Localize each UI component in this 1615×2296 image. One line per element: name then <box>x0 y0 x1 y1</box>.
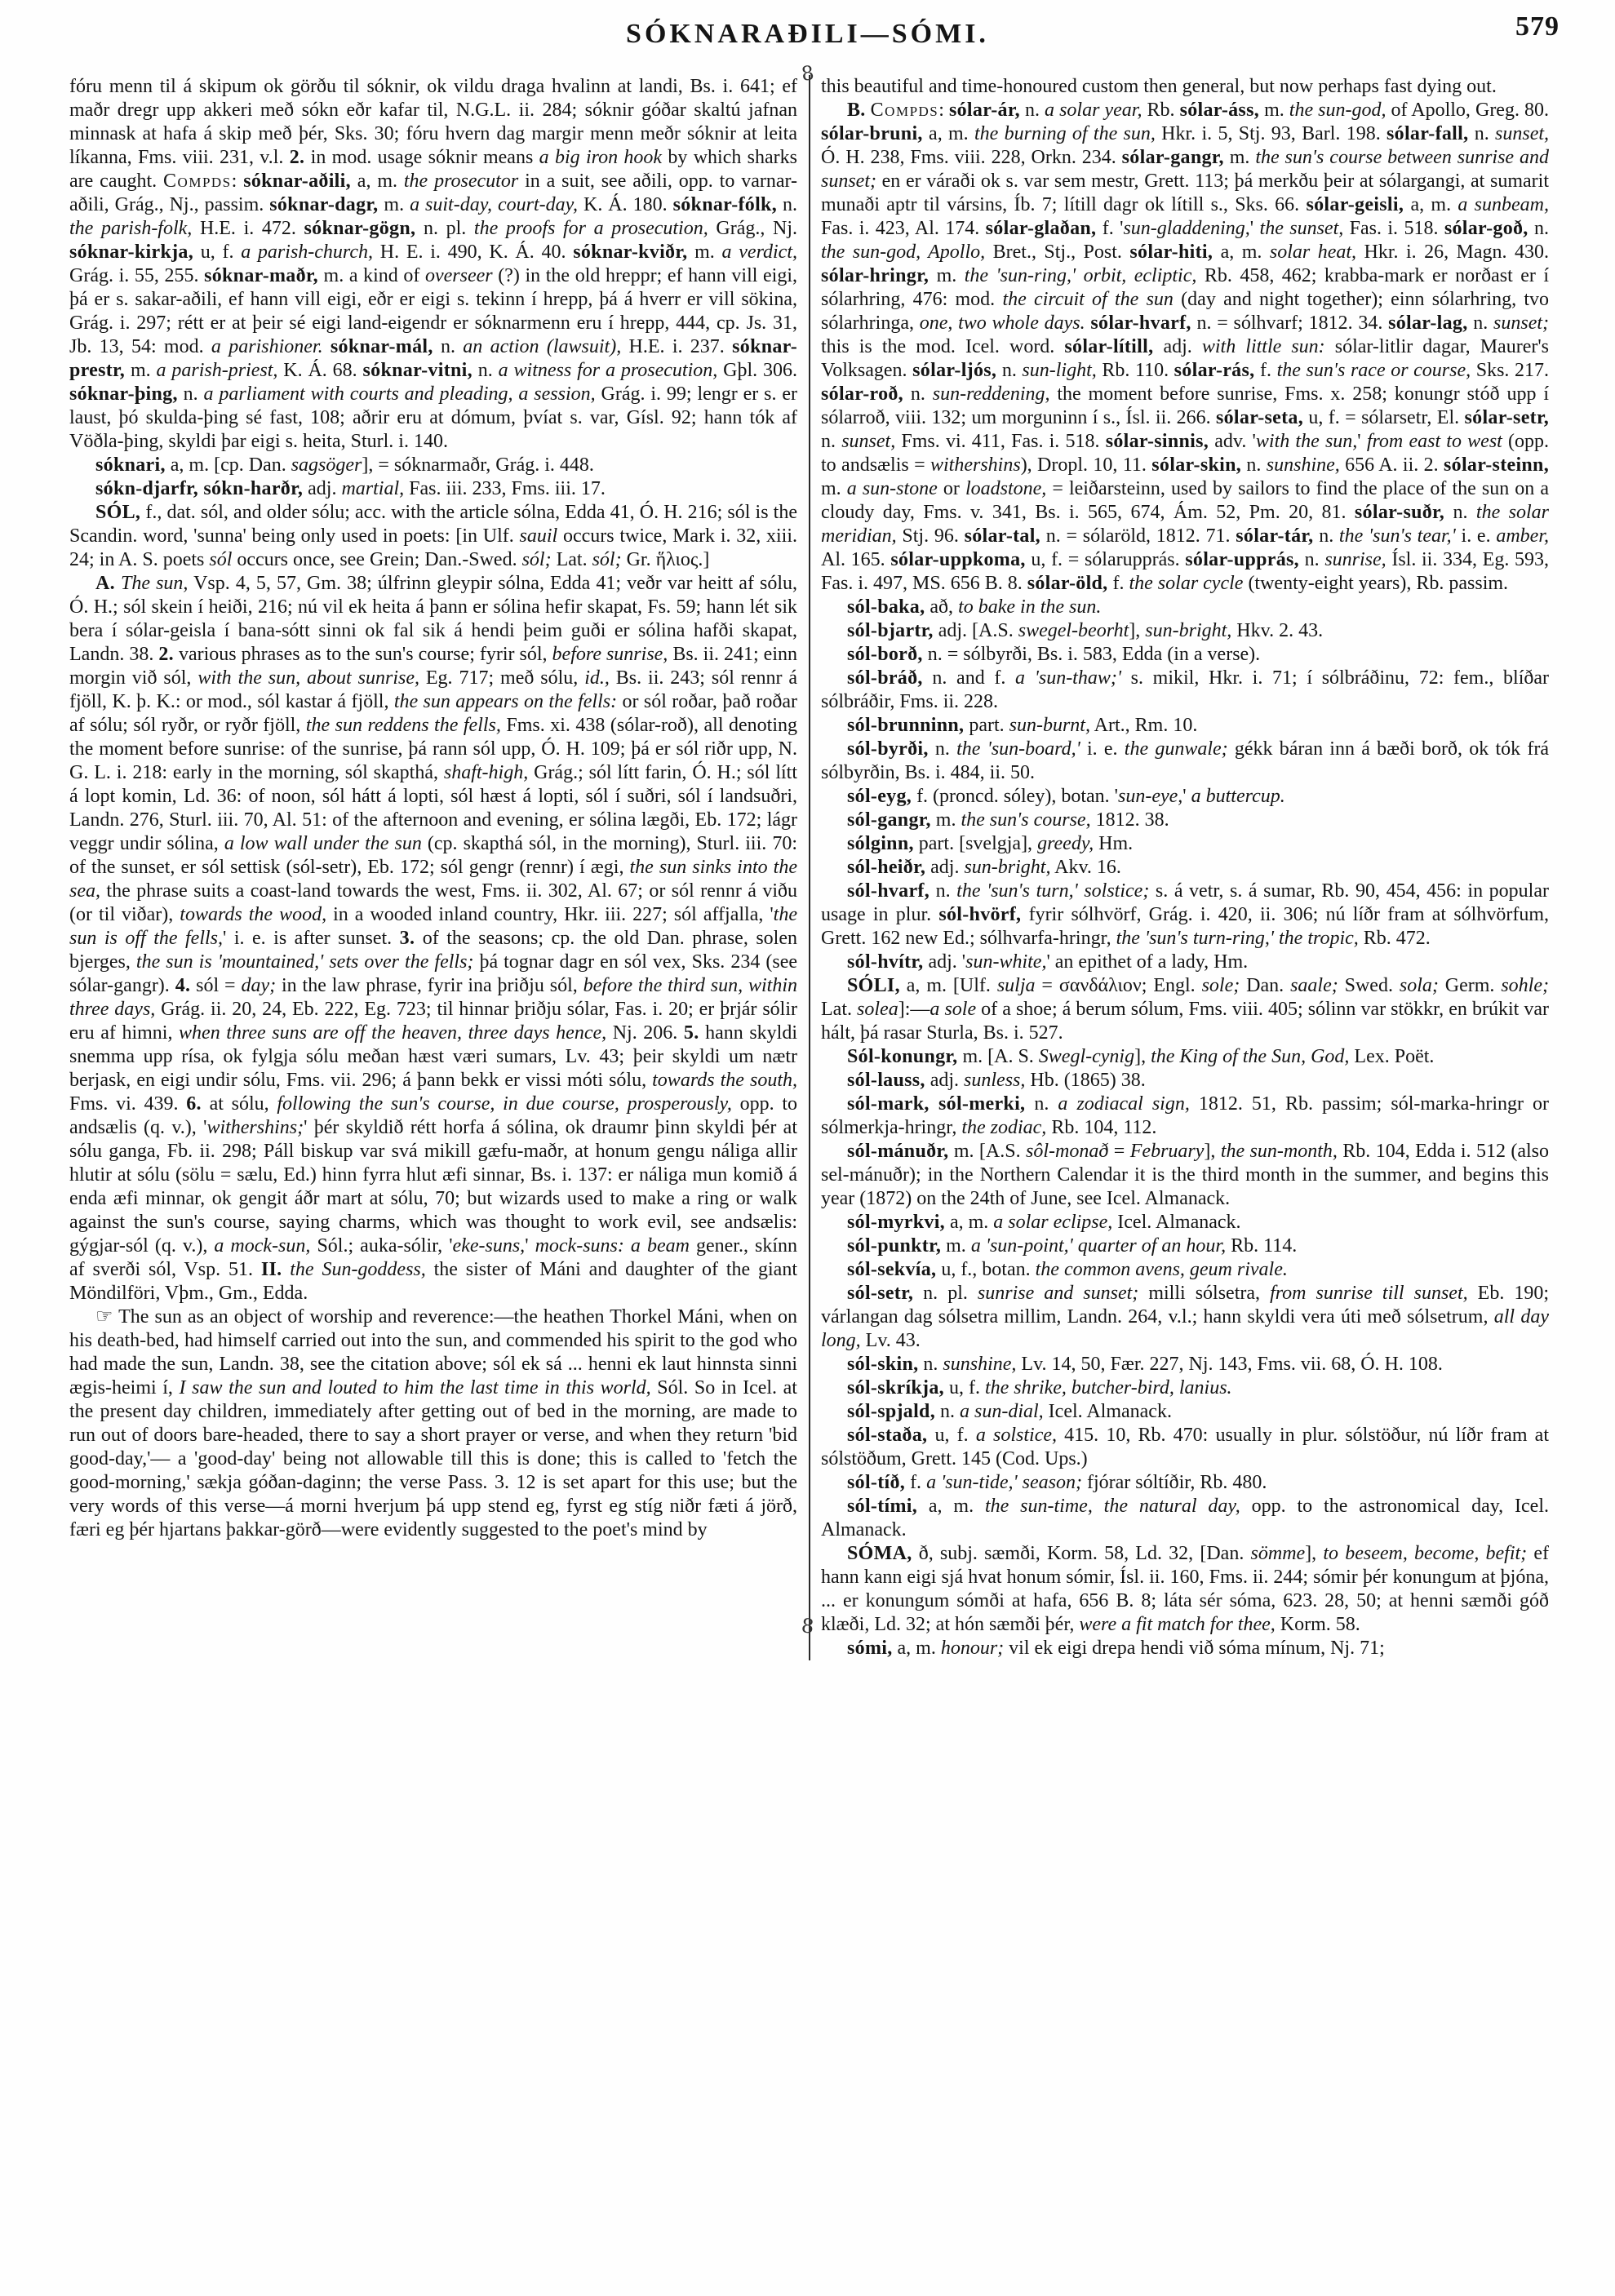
headword: sóknar-fólk, <box>672 194 778 215</box>
gloss-italic: a zodiacal sign, <box>1058 1093 1190 1115</box>
gloss-italic: a sun-stone <box>846 478 938 499</box>
gloss-italic: eke-suns, <box>452 1235 526 1257</box>
gloss-italic: Swegl-cynig <box>1038 1046 1135 1067</box>
gloss-italic: sun-gladdening, <box>1123 218 1250 239</box>
entry-paragraph: sól-borð, n. = sólbyrði, Bs. i. 583, Edda (in a verse). <box>847 644 1261 665</box>
headword: SÓLI, <box>847 975 900 996</box>
gloss-italic: sagsöger <box>291 454 362 476</box>
gloss-italic: before sunrise, <box>552 644 668 665</box>
gloss-italic: sunset; <box>1493 312 1550 334</box>
gloss-italic: sun-bright, <box>964 857 1051 878</box>
gloss-italic: all day long, <box>821 1306 1549 1351</box>
entry-paragraph: sól-setr, n. pl. sunrise and sunset; milli sólsetra, from sunrise till sunset, Eb. 190; várlangan dag sólsetra millim, Landn. 264, v.l.; hann skyldi vera úti með sólsetrum, all day long, Lv. 43. <box>821 1283 1550 1351</box>
gloss-italic: overseer <box>424 265 493 286</box>
headword: sól-brunninn, <box>847 715 965 736</box>
gloss-italic: I saw the sun and louted to him the last time in this world, <box>179 1377 651 1398</box>
entry-paragraph: B. Compds: sólar-ár, n. a solar year, Rb. sólar-áss, m. the sun-god, of Apollo, Greg. 80. sólar-bruni, a, m. the burning of the sun, Hkr. i. 5, Stj. 93, Barl. 198. sólar-fall, n. sunset, Ó. H. 238, Fms. viii. 228, Orkn. 234. sólar-gangr, m. the sun's course between sunrise and sunset; en er váraði ok s. var sem mestr, Grett. 113; þá merkðu þeir at sólargangi, at sumarit munaði aptr til vársins, Íb. 7; lítill dagr ok lítill s., Sks. 66. sólar-geisli, a, m. a sunbeam, Fas. i. 423, Al. 174. sólar-glaðan, f. 'sun-gladdening,' the sunset, Fas. i. 518. sólar-goð, n. the sun-god, Apollo, Bret., Stj., Post. sólar-hiti, a, m. solar heat, Hkr. i. 26, Magn. 430. sólar-hringr, m. the 'sun-ring,' orbit, ecliptic, Rb. 458, 462; krabba-mark er norðast er í sólarhring, 476: mod. the circuit of the sun (day and night together); einn sólarhring, tvo sólarhringa, one, two whole days. sólar-hvarf, n. = sólhvarf; 1812. 34. sólar-lag, n. sunset; this is the mod. Icel. word. sólar-lítill, adj. with little sun: sólar-litlir dagar, Maurer's Volksagen. sólar-ljós, n. sun-light, Rb. 110. sólar-rás, f. the sun's race or course, Sks. 217. sólar-roð, n. sun-reddening, the moment before sunrise, Fms. x. 258; konungr stóð upp í sólarroð, viii. 132; um morguninn í s., Ísl. ii. 266. sólar-seta, u, f. = sólarsetr, El. sólar-setr, n. sunset, Fms. vi. 411, Fas. i. 518. sólar-sinnis, adv. 'with the sun,' from east to west (opp. to andsælis = withershins), Dropl. 10, 11. sólar-skin, n. sunshine, 656 A. ii. 2. sólar-steinn, m. a sun-stone or loadstone, = leiðarsteinn, used by sailors to find the place of the sun on a cloudy day, Fms. v. 341, Bs. i. 565, 674, Ám. 52, Pm. 20, 81. sólar-suðr, n. the solar meridian, Stj. 96. sólar-tal, n. = sólaröld, 1812. 71. sólar-tár, n. the 'sun's tear,' i. e. amber, Al. 165. sólar-uppkoma, u, f. = sólarupprás. sólar-upprás, n. sunrise, Ísl. ii. 334, Eg. 593, Fas. i. 497, MS. 656 B. 8. sólar-öld, f. the solar cycle (twenty-eight years), Rb. passim. <box>821 100 1550 594</box>
gloss-italic: towards the wood, <box>180 904 327 925</box>
gloss-italic: one, two whole days. <box>919 312 1085 334</box>
headword: sólar-hvarf, <box>1090 312 1191 334</box>
headword: sóknari, <box>95 454 166 476</box>
gloss-italic: the 'sun-ring,' orbit, ecliptic, <box>964 265 1197 286</box>
page-title: SÓKNARAÐILI—SÓMI. <box>626 19 989 49</box>
headword: sól-sekvía, <box>847 1259 937 1280</box>
headword: sól-mark, sól-merki, <box>847 1093 1026 1115</box>
gloss-italic: sól; <box>521 549 552 570</box>
column-divider <box>800 61 816 1660</box>
gloss-italic: were a fit match for thee, <box>1079 1614 1276 1635</box>
gloss-italic: to beseem, become, befit; <box>1323 1543 1528 1564</box>
entry-paragraph: SÓLI, a, m. [Ulf. sulja = σανδάλιον; Engl. sole; Dan. saale; Swed. sola; Germ. sohle; Lat. solea]:—a sole of a shoe; á berum sólum, Fms. viii. 405; sólinn var stökkr, en brúkit var hált, þá rasar Sturla, Bs. i. 527. <box>821 975 1549 1044</box>
headword: sólar-öld, <box>1027 573 1108 594</box>
headword: sólar-glaðan, <box>985 218 1097 239</box>
gloss-italic: the sun appears on the fells: <box>393 691 618 712</box>
headword: sólar-roð, <box>821 383 903 405</box>
small-caps-label: Compds <box>163 171 232 192</box>
gloss-italic: the sun is off the fells, <box>69 904 797 949</box>
entry-paragraph: sól-myrkvi, a, m. a solar eclipse, Icel. Almanack. <box>847 1212 1241 1233</box>
headword: sóknar-vitni, <box>362 360 473 381</box>
gloss-italic: a buttercup. <box>1191 786 1285 807</box>
gloss-italic: sól; <box>592 549 622 570</box>
gloss-italic: to bake in the sun. <box>958 596 1102 618</box>
gloss-italic: the sun-god, Apollo, <box>821 242 986 263</box>
entry-paragraph: SÓMA, ð, subj. sæmði, Korm. 58, Ld. 32, [Dan. sömme], to beseem, become, befit; ef hann kann eigi sjá hvat honum sómir, Ísl. ii. 160, Fms. ii. 244; sómir þér konungum at þjóna, ... er konungum sómði at hafa, 656 B. 8; láta sér sóma, 623. 28, 50; at henni sæmði góð klæði, Ld. 32; at hón sæmði þér, were a fit match for thee, Korm. 58. <box>821 1543 1549 1635</box>
gloss-italic: the parish-folk, <box>69 218 193 239</box>
gloss-italic: the shrike, butcher-bird, lanius. <box>984 1377 1232 1398</box>
headword: A. <box>95 573 115 594</box>
headword: sól-heiðr, <box>847 857 926 878</box>
headword: sólar-suðr, <box>1354 502 1445 523</box>
headword: sól-bjartr, <box>847 620 934 641</box>
gloss-italic: the sun's race or course, <box>1276 360 1471 381</box>
gloss-italic: greedy, <box>1037 833 1094 854</box>
entry-paragraph: sól-sekvía, u, f., botan. the common avens, geum rivale. <box>847 1259 1288 1280</box>
gloss-italic: a 'sun-point,' quarter of an hour, <box>970 1235 1227 1257</box>
gloss-italic: before the third sun, within three days, <box>69 975 798 1020</box>
entry-paragraph: sól-byrði, n. the 'sun-board,' i. e. the gunwale; gékk báran inn á bæði borð, ok tók frá sólbyrðin, Bs. i. 484, ii. 50. <box>821 738 1549 783</box>
gloss-italic: a beam <box>630 1235 690 1257</box>
headword: 4. <box>175 975 191 996</box>
headword: 5. <box>683 1022 699 1044</box>
gloss-italic: the sun-month, <box>1220 1141 1338 1162</box>
entry-paragraph: sól-heiðr, adj. sun-bright, Akv. 16. <box>847 857 1121 878</box>
headword: sóknar-prestr, <box>69 336 798 381</box>
headword: sól-tími, <box>847 1496 918 1517</box>
gloss-italic: the sun-time, the natural day, <box>984 1496 1240 1517</box>
entry-paragraph: SÓL, f., dat. sól, and older sólu; acc. with the article sólna, Edda 41, Ó. H. 216; sól is the Scandin. word, 'sunna' being only used in poets: [in Ulf. sauil occurs twice, Mark i. 32, xiii. 24; in A. S. poets sól occurs once, see Grein; Dan.-Swed. sól; Lat. sól; Gr. ἥλιος.] <box>69 502 797 570</box>
gloss-italic: a 'sun-thaw;' <box>1015 667 1121 689</box>
headword: sólar-upprás, <box>1185 549 1299 570</box>
ink-mark-bottom-icon: 8 <box>800 1614 815 1638</box>
gloss-italic: the sun sinks into the sea, <box>69 857 797 902</box>
gloss-italic: sun-light, <box>1022 360 1097 381</box>
gloss-italic: sun-eye, <box>1118 786 1183 807</box>
headword: sólar-skin, <box>1151 454 1242 476</box>
entry-paragraph: sóknari, a, m. [cp. Dan. sagsöger], = sóknarmaðr, Grág. i. 448. <box>95 454 594 476</box>
headword: 3. <box>399 928 415 949</box>
gloss-italic: from sunrise till sunset, <box>1270 1283 1468 1304</box>
headword: sólar-seta, <box>1215 407 1304 428</box>
gloss-italic: the 'sun's turn,' solstice; <box>956 880 1150 902</box>
gloss-italic: a verdict, <box>721 242 798 263</box>
gloss-italic: id., <box>584 667 610 689</box>
headword: sól-skin, <box>847 1354 919 1375</box>
headword: Sól-konungr, <box>847 1046 958 1067</box>
gloss-italic: the prosecutor <box>403 171 519 192</box>
right-column <box>821 75 1549 1660</box>
gloss-italic: a solstice, <box>975 1425 1057 1446</box>
entry-paragraph: sól-mark, sól-merki, n. a zodiacal sign, 1812. 51, Rb. passim; sól-marka-hringr or sólmerkja-hringr, the zodiac, Rb. 104, 112. <box>821 1093 1550 1138</box>
gloss-italic: the proofs for a prosecution, <box>473 218 708 239</box>
page-number: 579 <box>1515 11 1560 42</box>
headword: sólar-tár, <box>1236 525 1314 547</box>
gloss-italic: a parish-priest, <box>156 360 278 381</box>
headword: SÓL, <box>95 502 141 523</box>
entry-paragraph: sól-bjartr, adj. [A.S. swegel-beorht], sun-bright, Hkv. 2. 43. <box>847 620 1324 641</box>
gloss-italic: a witness for a prosecution, <box>498 360 718 381</box>
gloss-italic: the zodiac, <box>961 1117 1047 1138</box>
gloss-italic: the sun is 'mountained,' sets over the fells; <box>135 951 474 973</box>
headword: sól-skríkja, <box>847 1377 944 1398</box>
gloss-italic: the common avens, geum rivale. <box>1035 1259 1288 1280</box>
entry-paragraph: sól-baka, að, to bake in the sun. <box>847 596 1102 618</box>
gloss-italic: the solar cycle <box>1129 573 1244 594</box>
gloss-italic: sunless, <box>964 1070 1026 1091</box>
entry-paragraph: sókn-djarfr, sókn-harðr, adj. martial, Fas. iii. 233, Fms. iii. 17. <box>95 478 606 499</box>
page-header <box>0 0 1615 64</box>
gloss-italic: with the sun, <box>1255 431 1358 452</box>
entry-paragraph: sól-skríkja, u, f. the shrike, butcher-bird, lanius. <box>847 1377 1232 1398</box>
headword: sól-baka, <box>847 596 925 618</box>
headword: sól-punktr, <box>847 1235 942 1257</box>
gloss-italic: sunshine, <box>943 1354 1017 1375</box>
entry-paragraph: sól-eyg, f. (proncd. sóley), botan. 'sun-eye,' a buttercup. <box>847 786 1285 807</box>
headword: sól-hvörf, <box>938 904 1022 925</box>
gloss-italic: saale; <box>1290 975 1338 996</box>
headword: sólar-steinn, <box>1444 454 1550 476</box>
gloss-italic: sola; <box>1399 975 1439 996</box>
gloss-italic: sunshine, <box>1266 454 1340 476</box>
headword: sólar-rás, <box>1174 360 1255 381</box>
headword: sóknar-kviðr, <box>573 242 688 263</box>
headword: sólar-goð, <box>1444 218 1528 239</box>
entry-paragraph: sól-hvítr, adj. 'sun-white,' an epithet of a lady, Hm. <box>847 951 1249 973</box>
gloss-italic: a suit-day, court-day, <box>410 194 579 215</box>
headword: sóknar-kirkja, <box>69 242 193 263</box>
headword: sóknar-mál, <box>330 336 433 357</box>
page-body <box>0 61 1615 1660</box>
gloss-italic: sunset, <box>1495 123 1550 144</box>
headword: 2. <box>158 644 174 665</box>
headword: sólar-áss, <box>1179 100 1260 121</box>
headword: sól-spjald, <box>847 1401 935 1422</box>
small-caps-label: Compds <box>870 100 939 121</box>
gloss-italic: February <box>1129 1141 1205 1162</box>
ink-mark-top-icon: 8 <box>800 61 816 86</box>
left-column <box>69 75 797 1660</box>
gloss-italic: withershins; <box>206 1117 304 1138</box>
headword: sólar-hringr, <box>821 265 930 286</box>
headword: sómi, <box>847 1638 893 1659</box>
headword: sóknar-dagr, <box>269 194 379 215</box>
gloss-italic: sun-burnt, <box>1009 715 1090 736</box>
entry-paragraph: this beautiful and time-honoured custom then general, but now perhaps fast dying out. <box>821 76 1497 97</box>
headword: sóknar-maðr, <box>204 265 318 286</box>
gloss-italic: a parliament with courts and pleading, a session, <box>203 383 596 405</box>
gloss-italic: the gunwale; <box>1124 738 1228 760</box>
entry-paragraph: sól-punktr, m. a 'sun-point,' quarter of an hour, Rb. 114. <box>847 1235 1298 1257</box>
headword: sólar-gangr, <box>1121 147 1224 168</box>
gloss-italic: a parish-church, <box>241 242 374 263</box>
gloss-italic: amber, <box>1496 525 1549 547</box>
gloss-italic: sól <box>209 549 233 570</box>
entry-paragraph: sól-lauss, adj. sunless, Hb. (1865) 38. <box>847 1070 1146 1091</box>
gloss-italic: loadstone, <box>965 478 1047 499</box>
gloss-italic: from east to west <box>1366 431 1502 452</box>
headword: sól-bráð, <box>847 667 923 689</box>
entry-paragraph: sól-spjald, n. a sun-dial, Icel. Almanack. <box>847 1401 1172 1422</box>
gloss-italic: sunset, <box>841 431 896 452</box>
gloss-italic: sun-white, <box>965 951 1047 973</box>
gloss-italic: martial, <box>341 478 405 499</box>
headword: sóknar-þing, <box>69 383 178 405</box>
entry-paragraph: sól-mánuðr, m. [A.S. sôl-monað = February], the sun-month, Rb. 104, Edda i. 512 (also sel-mánuðr); in the Northern Calendar it is the third month in the summer, and begins this year (1872) on the 24th of June, see Icel. Almanack. <box>821 1141 1550 1209</box>
gloss-italic: the 'sun's tear,' <box>1338 525 1456 547</box>
headword: sóknar-aðili, <box>243 171 351 192</box>
entry-paragraph: Sól-konungr, m. [A. S. Swegl-cynig], the King of the Sun, God, Lex. Poët. <box>847 1046 1435 1067</box>
gloss-italic: with little sun: <box>1201 336 1325 357</box>
headword: sólar-bruni, <box>821 123 923 144</box>
gloss-italic: solar heat, <box>1269 242 1357 263</box>
gloss-italic: sun-reddening, <box>932 383 1050 405</box>
gloss-italic: sunrise and sunset; <box>977 1283 1139 1304</box>
entry-paragraph: sómi, a, m. honour; vil ek eigi drepa hendi við sóma mínum, Nj. 71; <box>847 1638 1385 1659</box>
headword: sóknar-gögn, <box>304 218 416 239</box>
gloss-italic: sunrise, <box>1324 549 1387 570</box>
headword: sól-staða, <box>847 1425 928 1446</box>
gloss-italic: following the sun's course, in due course, prosperously, <box>277 1093 732 1115</box>
gloss-italic: the sun reddens the fells, <box>305 715 501 736</box>
headword: SÓMA, <box>847 1543 912 1564</box>
headword: II. <box>260 1259 282 1280</box>
headword: sól-gangr, <box>847 809 931 831</box>
gloss-italic: a sun-dial, <box>960 1401 1044 1422</box>
headword: 6. <box>186 1093 202 1115</box>
headword: sól-mánuðr, <box>847 1141 949 1162</box>
gloss-italic: honour; <box>940 1638 1005 1659</box>
headword: sólar-fall, <box>1387 123 1469 144</box>
gloss-italic: the Sun-goddess, <box>290 1259 426 1280</box>
gloss-italic: sun-bright, <box>1145 620 1232 641</box>
gloss-italic: towards the south, <box>652 1070 798 1091</box>
gloss-italic: the solar meridian, <box>821 502 1549 547</box>
entry-paragraph: sól-brunninn, part. sun-burnt, Art., Rm. 10. <box>847 715 1198 736</box>
gloss-italic: a sole <box>930 999 977 1020</box>
gloss-italic: solea <box>857 999 898 1020</box>
gloss-italic: the 'sun-board,' <box>956 738 1080 760</box>
entry-paragraph: sól-tími, a, m. the sun-time, the natural day, opp. to the astronomical day, Icel. Almanack. <box>821 1496 1550 1540</box>
headword: sólar-ár, <box>948 100 1020 121</box>
gloss-italic: a 'sun-tide,' season; <box>926 1472 1082 1493</box>
headword: sólar-lag, <box>1388 312 1468 334</box>
gloss-italic: a big iron hook <box>539 147 663 168</box>
gloss-italic: a solar eclipse, <box>993 1212 1113 1233</box>
headword: sólar-ljós, <box>912 360 997 381</box>
gloss-italic: the burning of the sun, <box>974 123 1156 144</box>
gloss-italic: mock-suns: <box>535 1235 624 1257</box>
gloss-italic: the King of the Sun, God, <box>1151 1046 1350 1067</box>
entry-paragraph: sól-tíð, f. a 'sun-tide,' season; fjórar sóltíðir, Rb. 480. <box>847 1472 1267 1493</box>
headword: sól-hvarf, <box>847 880 930 902</box>
headword: sólar-setr, <box>1464 407 1549 428</box>
gloss-italic: sömme <box>1250 1543 1306 1564</box>
entry-paragraph: sól-gangr, m. the sun's course, 1812. 38. <box>847 809 1169 831</box>
headword: sól-lauss, <box>847 1070 925 1091</box>
headword: sólar-tal, <box>964 525 1040 547</box>
gloss-italic: the 'sun's turn-ring,' the tropic, <box>1116 928 1359 949</box>
headword: B. <box>847 100 866 121</box>
entry-paragraph: ☞ The sun as an object of worship and reverence:—the heathen Thorkel Máni, when on his death-bed, had himself carried out into the sun, and commended his spirit to the god who had made the sun, Landn. 38, see the citation above; sól ek sá ... henni ek laut hinnsta sinni ægis-heimi í, I saw the sun and louted to him the last time in this world, Sól. So in Icel. at the present day children, immediately after getting out of bed in the morning, are made to run out of doors bare-headed, there to say a short prayer or verse, and when they return 'bid good-day,'— a 'good-day' being not allowable till this is done; this is called to 'fetch the good-morning,' sækja góðan-daginn; the verse Pass. 3. 12 is set apart for this use; but the very words of this verse—á morni hverjum þá upp stend eg, fyrst eg stíg niðr fæti á jörð, færi eg þér hjartans þakkar-görð—were evidently suggested to the poet's mind by <box>69 1306 797 1540</box>
entry-paragraph: sól-bráð, n. and f. a 'sun-thaw;' s. mikil, Hkr. i. 71; í sólbráðinu, 72: fem., blíðar sólbráðir, Fms. ii. 228. <box>821 667 1549 712</box>
gloss-italic: a sunbeam, <box>1457 194 1549 215</box>
entry-paragraph: fóru menn til á skipum ok görðu til sóknir, ok vildu draga hvalinn at landi, Bs. i. 641; ef maðr dregr upp akkeri með sókn eðr kafar til, N.G.L. ii. 284; sóknir góðar skaltú jafnan minnask at hafa á skip með þér, Sks. 30; fóru hvern dag margir menn meðr sóknir at leita líkanna, Fms. viii. 231, v.l. 2. in mod. usage sóknir means a big iron hook by which sharks are caught. Compds: sóknar-aðili, a, m. the prosecutor in a suit, see aðili, opp. to varnar-aðili, Grág., Nj., passim. sóknar-dagr, m. a suit-day, court-day, K. Á. 180. sóknar-fólk, n. the parish-folk, H.E. i. 472. sóknar-gögn, n. pl. the proofs for a prosecution, Grág., Nj. sóknar-kirkja, u, f. a parish-church, H. E. i. 490, K. Á. 40. sóknar-kviðr, m. a verdict, Grág. i. 55, 255. sóknar-maðr, m. a kind of overseer (?) in the old hreppr; ef hann vill eigi, þá er s. sakar-aðili, ef hann vill eigi, eðr er eigi s. tekinn í hrepp, þá á hverr er vill sökina, Grág. i. 297; rétt er at þeir sé eigi land-eigendr er sóknarmenn eru í hrepp, 444, cp. Js. 31, Jb. 13, 54: mod. a parishioner. sóknar-mál, n. an action (lawsuit), H.E. i. 237. sóknar-prestr, m. a parish-priest, K. Á. 68. sóknar-vitni, n. a witness for a prosecution, Gþl. 306. sóknar-þing, n. a parliament with courts and pleading, a session, Grág. i. 99; lengr er s. er laust, þó skulda-þing sé fast, 108; aðrir eru at dómum, þvíat s. var, Gísl. 92; hann tók af Vöðla-þing, skyldi þar eigi s. heita, Sturl. i. 140. <box>69 76 798 452</box>
gloss-italic: sohle; <box>1501 975 1549 996</box>
gloss-italic: a solar year, <box>1045 100 1142 121</box>
headword: sólar-geisli, <box>1306 194 1404 215</box>
headword: sól-hvítr, <box>847 951 924 973</box>
gloss-italic: sôl-monað <box>1026 1141 1109 1162</box>
entry-paragraph: sólginn, part. [svelgja], greedy, Hm. <box>847 833 1134 854</box>
headword: sól-myrkvi, <box>847 1212 945 1233</box>
gloss-italic: day; <box>241 975 277 996</box>
entry-paragraph: sól-skin, n. sunshine, Lv. 14, 50, Fær. 227, Nj. 143, Fms. vii. 68, Ó. H. 108. <box>847 1354 1443 1375</box>
entry-paragraph: sól-hvarf, n. the 'sun's turn,' solstice; s. á vetr, s. á sumar, Rb. 90, 454, 456: in popular usage in plur. sól-hvörf, fyrir sólhvörf, Grág. i. 420, ii. 306; nú líðr fram at sólhvörfum, Grett. 162 new Ed.; sólhvarfa-hringr, the 'sun's turn-ring,' the tropic, Rb. 472. <box>821 880 1549 949</box>
headword: sól-setr, <box>847 1283 914 1304</box>
gloss-italic: the sun's course between sunrise and sunset; <box>821 147 1549 192</box>
gloss-italic: a low wall under the sun <box>224 833 422 854</box>
headword: sólar-uppkoma, <box>890 549 1026 570</box>
headword: sókn-djarfr, sókn-harðr, <box>95 478 304 499</box>
gloss-italic: when three suns are off the heaven, three days hence, <box>179 1022 607 1044</box>
gloss-italic: sulja <box>996 975 1036 996</box>
gloss-italic: shaft-high, <box>443 762 529 783</box>
headword: sól-borð, <box>847 644 923 665</box>
headword: 2. <box>289 147 305 168</box>
gloss-italic: the circuit of the sun <box>1002 289 1174 310</box>
entry-paragraph: sól-staða, u, f. a solstice, 415. 10, Rb. 470: usually in plur. sólstöður, nú líðr fram at sólstöðum, Grett. 145 (Cod. Ups.) <box>821 1425 1549 1469</box>
gloss-italic: with the sun, about sunrise, <box>197 667 419 689</box>
gloss-italic: a mock-sun, <box>214 1235 311 1257</box>
gloss-italic: sole; <box>1201 975 1240 996</box>
gloss-italic: the sun's course, <box>961 809 1091 831</box>
gloss-italic: withershins <box>930 454 1021 476</box>
gloss-italic: the sun-god, <box>1289 100 1387 121</box>
gloss-italic: the sunset, <box>1259 218 1344 239</box>
headword: sól-tíð, <box>847 1472 906 1493</box>
entry-paragraph: A. The sun, Vsp. 4, 5, 57, Gm. 38; úlfrinn gleypir sólna, Edda 41; veðr var heitt af sólu, Ó. H.; sól skein í heiði, 216; nú vil ek heita á þann er sólina hefir skapat, Fs. 59; hann lét sik bera í sólar-geisla í bana-sótt sinni ok fal sik á hendi þeim guði er sólina hafði skapat, Landn. 38. 2. various phrases as to the sun's course; fyrir sól, before sunrise, Bs. ii. 241; einn morgin við sól, with the sun, about sunrise, Eg. 717; með sólu, id., Bs. ii. 243; sól rennr á fjöll, K. þ. K.: or mod., sól kastar á fjöll, the sun appears on the fells: or sól roðar, það roðar af sólu; sól ryðr, or ryðr fjöll, the sun reddens the fells, Fms. xi. 438 (sólar-roð), all denoting the moment before sunrise: of the sunrise, þá rann sól upp, Ó. H. 109; þá er sól riðr upp, N. G. L. i. 218: early in the morning, sól skapthá, shaft-high, Grág.; sól lítt farin, Ó. H.; sól lítt á lopt komin, Ld. 36: of noon, sól hátt á lopti, sól hæst á lopti, sól í suðri, sól í landsuðri, Landn. 276, Sturl. iii. 70, Al. 51: of the afternoon and evening, er sólina lægði, Eb. 172; lágr veggr undir sólina, a low wall under the sun (cp. skapthá sól, in the morning), Sturl. iii. 70: of the sunset, er sól settisk (sól-setr), Eb. 172; sól gengr (rennr) í ægi, the sun sinks into the sea, the phrase suits a coast-land towards the west, Fms. ii. 302, Al. 67; or sól rennr á viðu (or til viðar), towards the wood, in a wooded inland country, Hkr. iii. 227; sól affjalla, 'the sun is off the fells,' i. e. is after sunset. 3. of the seasons; cp. the old Dan. phrase, solen bjerges, the sun is 'mountained,' sets over the fells; þá tognar dagr en sól vex, Sks. 234 (see sólar-gangr). 4. sól = day; in the law phrase, fyrir ina þriðju sól, before the third sun, within three days, Grág. ii. 20, 24, Eb. 222, Eg. 723; til hinnar þriðju sólar, Fas. i. 20; er þrjár sólir eru af himni, when three suns are off the heaven, three days hence, Nj. 206. 5. hann skyldi snemma upp rísa, ok fylgja sólu meðan hæst væri sumars, Lv. 43; þeir skyldi um nætr berjask, en eigi undir sólu, Fms. vii. 296; á þann bekk er vissi móti sólu, towards the south, Fms. vi. 439. 6. at sólu, following the sun's course, in due course, prosperously, opp. to andsælis (q. v.), 'withershins;' þér skyldið rétt horfa á sólina, ok draumr þinn skyldi þér at sólu ganga, Fb. ii. 298; Páll biskup var svá mikill gæfu-maðr, at honum gengu náliga allir hlutir at sólu (sölu = sælu, Ed.) hinn fyrra hlut æfi sinnar, Bs. i. 137: er náliga mun komið á enda æfi minnar, ok gengit áðr mart at sólu, 70; but wizards used to make a ring or walk against the sun's course, saying charms, which was thought to work evil, see andsælis: gýgjar-sól (q. v.), a mock-sun, Sól.; auka-sólir, 'eke-suns,' mock-suns: a beam gener., skínn af sverði sól, Vsp. 51. II. the Sun-goddess, the sister of Máni and daughter of the giant Möndilföri, Vþm., Gm., Edda. <box>69 573 798 1304</box>
headword: sólginn, <box>847 833 914 854</box>
headword: sólar-hiti, <box>1129 242 1213 263</box>
gloss-italic: The sun, <box>121 573 189 594</box>
headword: sólar-sinnis, <box>1105 431 1209 452</box>
gloss-italic: a parishioner. <box>211 336 323 357</box>
headword: sól-byrði, <box>847 738 929 760</box>
gloss-italic: sauil <box>519 525 558 547</box>
gloss-italic: an action (lawsuit), <box>463 336 622 357</box>
headword: sól-eyg, <box>847 786 912 807</box>
gloss-italic: swegel-beorht <box>1018 620 1129 641</box>
headword: sólar-lítill, <box>1064 336 1154 357</box>
